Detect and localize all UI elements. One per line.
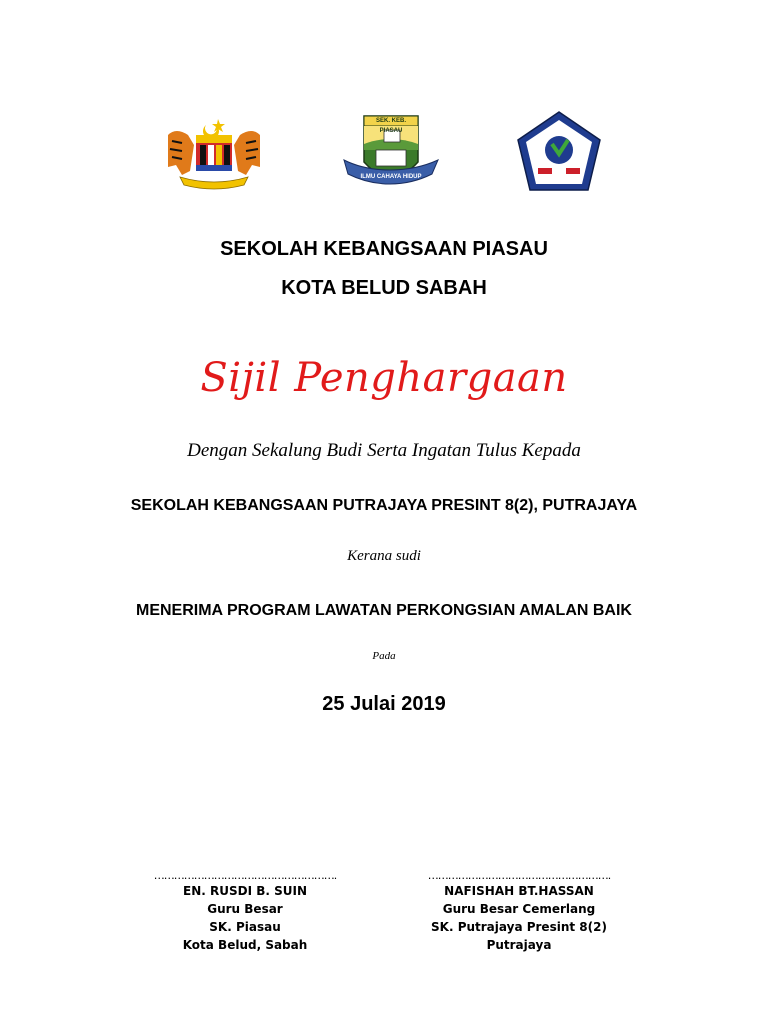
coat-of-arms-logo <box>160 115 268 193</box>
dedication-line: Dengan Sekalung Budi Serta Ingatan Tulus Kepada <box>187 440 581 461</box>
certificate-date: 25 Julai 2019 <box>322 693 446 715</box>
school-location: KOTA BELUD SABAH <box>281 277 487 299</box>
signer-place: Putrajaya <box>486 938 552 952</box>
signature-block-left <box>130 870 360 954</box>
school-crest-logo <box>342 108 440 200</box>
ministry-badge-logo <box>514 110 604 196</box>
reason-line: MENERIMA PROGRAM LAWATAN PERKONGSIAN AMALAN BAIK <box>136 602 632 619</box>
recipient-line: SEKOLAH KEBANGSAAN PUTRAJAYA PRESINT 8(2), PUTRAJAYA <box>130 497 638 514</box>
crest-top-text: SEK. KEB. PIASAU <box>375 118 406 134</box>
signature-block-right <box>404 870 634 954</box>
on-line: Pada <box>372 650 396 662</box>
because-line: Kerana sudi <box>347 548 421 564</box>
signature-line: ………………………………………………. <box>427 869 611 882</box>
school-name: SEKOLAH KEBANGSAAN PIASAU <box>220 238 548 260</box>
ministry-badge-icon <box>514 110 604 196</box>
signer-org: SK. Putrajaya Presint 8(2) <box>431 920 607 934</box>
signer-name: NAFISHAH BT.HASSAN <box>444 884 594 898</box>
signature-line: ………………………………………………. <box>153 869 337 882</box>
certificate-title: Sijil Penghargaan <box>200 355 568 401</box>
signer-place: Kota Belud, Sabah <box>182 938 308 952</box>
signer-title: Guru Besar Cemerlang <box>442 902 596 916</box>
signer-title: Guru Besar <box>207 902 283 916</box>
signer-name: EN. RUSDI B. SUIN <box>183 884 307 898</box>
signer-org: SK. Piasau <box>209 920 281 934</box>
crest-motto-text: ILMU CAHAYA HIDUP <box>360 174 422 180</box>
malaysia-coat-of-arms-icon <box>160 115 268 193</box>
